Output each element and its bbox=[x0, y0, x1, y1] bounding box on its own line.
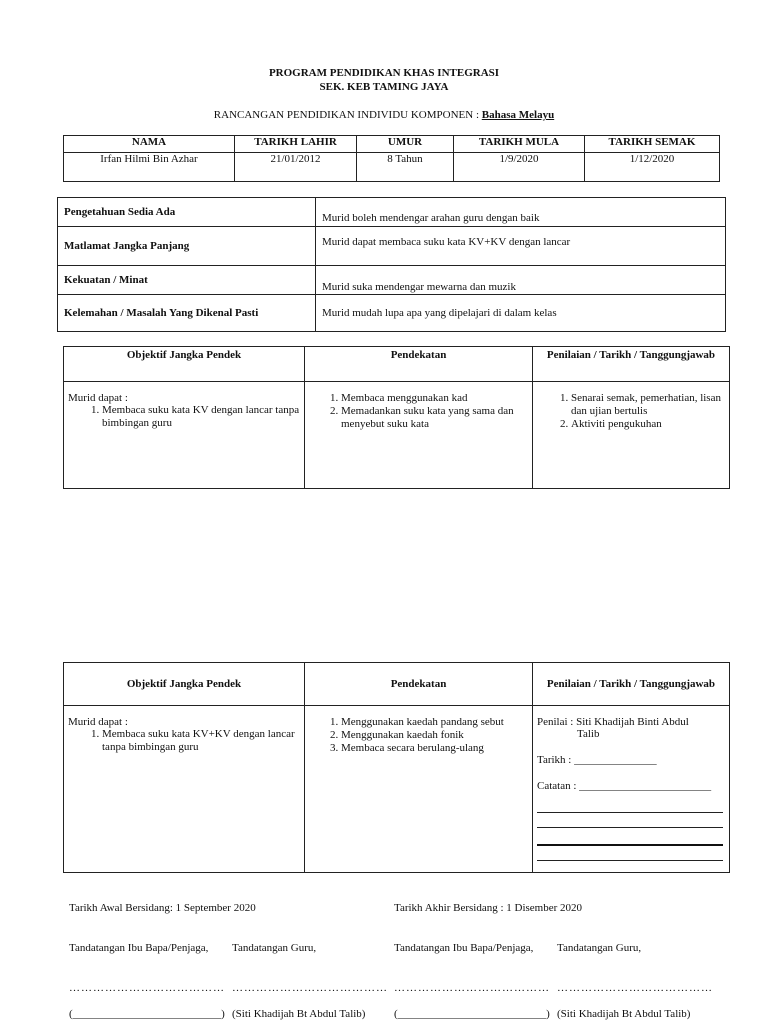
list-item: 3. Membaca secara berulang-ulang bbox=[341, 742, 528, 755]
t1-header-approach: Pendekatan bbox=[305, 347, 533, 382]
t1-header-assessment: Penilaian / Tarikh / Tanggungjawab bbox=[533, 347, 730, 382]
parent-signature-label-left: Tandatangan Ibu Bapa/Penjaga, bbox=[69, 942, 209, 954]
t1-intro: Murid dapat : bbox=[68, 392, 128, 404]
header-nama: NAMA bbox=[64, 136, 235, 153]
t2-date-field: Tarikh : _______________ bbox=[537, 754, 657, 766]
profile-label-long-term-goal: Matlamat Jangka Panjang bbox=[58, 227, 316, 266]
teacher-signature-label-right: Tandatangan Guru, bbox=[557, 942, 642, 954]
profile-value-strengths: Murid suka mendengar mewarna dan muzik bbox=[316, 266, 726, 295]
t2-assessor-label: Penilai : bbox=[537, 716, 577, 728]
profile-value-prior-knowledge: Murid boleh mendengar arahan guru dengan baik bbox=[316, 198, 726, 227]
t1-header-objective: Objektif Jangka Pendek bbox=[64, 347, 305, 382]
notes-line-1 bbox=[537, 812, 723, 813]
list-item: 1. Menggunakan kaedah pandang sebut bbox=[341, 716, 528, 729]
t2-notes-field: Catatan : ________________________ bbox=[537, 780, 712, 792]
subtitle-subject: Bahasa Melayu bbox=[481, 109, 555, 121]
t2-header-approach: Pendekatan bbox=[305, 663, 533, 706]
header-umur: UMUR bbox=[357, 136, 454, 153]
list-item: 1. Senarai semak, pemerhatian, lisan dan ujian bertulis bbox=[571, 392, 725, 418]
header-tarikh-lahir: TARIKH LAHIR bbox=[235, 136, 357, 153]
signature-dots: ………………………………… bbox=[232, 982, 388, 994]
document-subtitle bbox=[0, 109, 768, 121]
cell-umur: 8 Tahun bbox=[357, 153, 454, 182]
t2-header-objective: Objektif Jangka Pendek bbox=[64, 663, 305, 706]
list-item: 1. Membaca suku kata KV+KV dengan lancar tanpa bimbingan guru bbox=[102, 728, 300, 754]
t2-approach-cell bbox=[305, 706, 533, 873]
header-line-1: PROGRAM PENDIDIKAN KHAS INTEGRASI bbox=[268, 67, 500, 79]
t1-assessment-cell bbox=[533, 382, 730, 489]
parent-signature-label-right: Tandatangan Ibu Bapa/Penjaga, bbox=[394, 942, 534, 954]
header-line-2: SEK. KEB TAMING JAYA bbox=[319, 81, 449, 93]
notes-line-4 bbox=[537, 860, 723, 861]
profile-value-long-term-goal: Murid dapat membaca suku kata KV+KV dengan lancar bbox=[316, 227, 726, 266]
meeting-start-date: Tarikh Awal Bersidang: 1 September 2020 bbox=[69, 902, 256, 914]
t2-assessor bbox=[537, 716, 725, 728]
teacher-signature-label-left: Tandatangan Guru, bbox=[232, 942, 317, 954]
notes-line-3 bbox=[537, 844, 723, 846]
t1-objective-cell bbox=[64, 382, 305, 489]
teacher-name-left: (Siti Khadijah Bt Abdul Talib) bbox=[232, 1008, 366, 1020]
parent-name-blank-left: (___________________________) bbox=[69, 1008, 225, 1020]
notes-line-2 bbox=[537, 827, 723, 828]
list-item: 2. Aktiviti pengukuhan bbox=[571, 418, 725, 431]
t1-assessment-list bbox=[537, 392, 725, 431]
t2-intro: Murid dapat : bbox=[68, 716, 128, 728]
signature-dots: ………………………………… bbox=[557, 982, 713, 994]
meeting-end-date: Tarikh Akhir Bersidang : 1 Disember 2020 bbox=[394, 902, 583, 914]
signature-dots: ………………………………… bbox=[394, 982, 550, 994]
list-item: 1. Membaca suku kata KV dengan lancar tanpa bimbingan guru bbox=[102, 404, 300, 430]
t2-approach-list bbox=[309, 716, 528, 755]
t2-objective-list bbox=[68, 728, 300, 754]
student-profile-table bbox=[57, 197, 726, 332]
objective-table-1 bbox=[63, 346, 730, 489]
header-tarikh-semak: TARIKH SEMAK bbox=[585, 136, 720, 153]
t2-assessor-name: Siti Khadijah Binti Abdul bbox=[576, 716, 689, 728]
list-item: 2. Memadankan suku kata yang sama dan menyebut suku kata bbox=[341, 405, 528, 431]
list-item: 1. Membaca menggunakan kad bbox=[341, 392, 528, 405]
teacher-name-right: (Siti Khadijah Bt Abdul Talib) bbox=[557, 1008, 691, 1020]
list-item: 2. Menggunakan kaedah fonik bbox=[341, 729, 528, 742]
profile-label-prior-knowledge: Pengetahuan Sedia Ada bbox=[58, 198, 316, 227]
subtitle-prefix: RANCANGAN PENDIDIKAN INDIVIDU KOMPONEN : bbox=[213, 109, 482, 121]
cell-nama: Irfan Hilmi Bin Azhar bbox=[64, 153, 235, 182]
cell-tarikh-mula: 1/9/2020 bbox=[454, 153, 585, 182]
t2-header-assessment: Penilaian / Tarikh / Tanggungjawab bbox=[533, 663, 730, 706]
student-info-table bbox=[63, 135, 720, 182]
profile-label-strengths: Kekuatan / Minat bbox=[58, 266, 316, 295]
objective-table-2 bbox=[63, 662, 730, 873]
t1-approach-cell bbox=[305, 382, 533, 489]
t2-assessment-cell bbox=[533, 706, 730, 873]
cell-tarikh-semak: 1/12/2020 bbox=[585, 153, 720, 182]
profile-label-weaknesses: Kelemahan / Masalah Yang Dikenal Pasti bbox=[58, 295, 316, 332]
t1-approach-list bbox=[309, 392, 528, 431]
t2-assessor-name-cont: Talib bbox=[577, 728, 600, 740]
signature-dots: ………………………………… bbox=[69, 982, 225, 994]
profile-value-weaknesses: Murid mudah lupa apa yang dipelajari di dalam kelas bbox=[316, 295, 726, 332]
header-tarikh-mula: TARIKH MULA bbox=[454, 136, 585, 153]
cell-tarikh-lahir: 21/01/2012 bbox=[235, 153, 357, 182]
t2-objective-cell bbox=[64, 706, 305, 873]
parent-name-blank-right: (___________________________) bbox=[394, 1008, 550, 1020]
t1-objective-list bbox=[68, 404, 300, 430]
